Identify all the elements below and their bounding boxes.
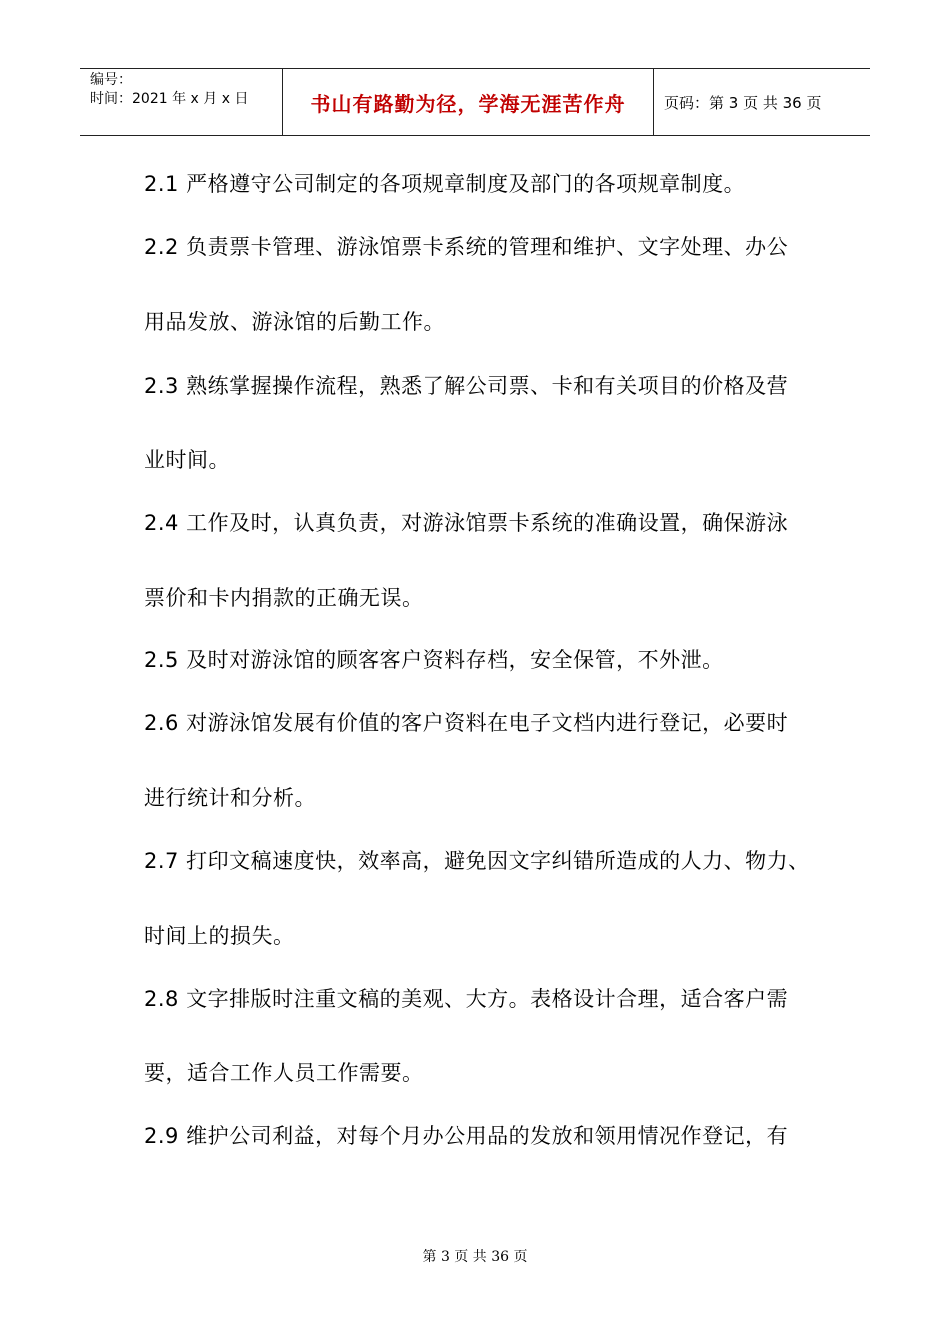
header-page-cell — [654, 69, 870, 135]
body-line: 2.9 维护公司利益，对每个月办公用品的发放和领用情况作登记，有 — [144, 1124, 789, 1148]
header-motto: 书山有路勤为径，学海无涯苦作舟 — [310, 91, 626, 116]
header-page-code: 页码：第 3 页 共 36 页 — [664, 93, 822, 112]
body-line: 2.7 打印文稿速度快，效率高，避免因文字纠错所造成的人力、物力、 — [144, 849, 810, 873]
page-footer: 第 3 页 共 36 页 — [422, 1249, 528, 1265]
body-line: 2.6 对游泳馆发展有价值的客户资料在电子文档内进行登记，必要时 — [144, 711, 789, 735]
doc-number-label: 编号： — [90, 72, 132, 88]
body-line: 2.4 工作及时，认真负责，对游泳馆票卡系统的准确设置，确保游泳 — [144, 511, 789, 535]
document-header — [80, 68, 870, 136]
body-line: 用品发放、游泳馆的后勤工作。 — [144, 310, 445, 334]
body-line: 时间上的损失。 — [144, 924, 295, 948]
body-line: 2.5 及时对游泳馆的顾客客户资料存档，安全保管，不外泄。 — [144, 648, 724, 672]
body-line: 业时间。 — [144, 448, 230, 472]
body-line: 2.2 负责票卡管理、游泳馆票卡系统的管理和维护、文字处理、办公 — [144, 235, 789, 259]
body-line: 2.1 严格遵守公司制定的各项规章制度及部门的各项规章制度。 — [144, 172, 746, 196]
body-line: 2.3 熟练掌握操作流程，熟悉了解公司票、卡和有关项目的价格及营 — [144, 374, 789, 398]
doc-time-label: 时间：2021 年 x 月 x 日 — [90, 91, 249, 107]
header-meta-cell — [80, 69, 282, 135]
body-line: 票价和卡内捐款的正确无误。 — [144, 586, 424, 610]
body-line: 要，适合工作人员工作需要。 — [144, 1061, 424, 1085]
body-line: 进行统计和分析。 — [144, 786, 316, 810]
body-line: 2.8 文字排版时注重文稿的美观、大方。表格设计合理，适合客户需 — [144, 987, 789, 1011]
header-motto-cell — [282, 69, 654, 135]
